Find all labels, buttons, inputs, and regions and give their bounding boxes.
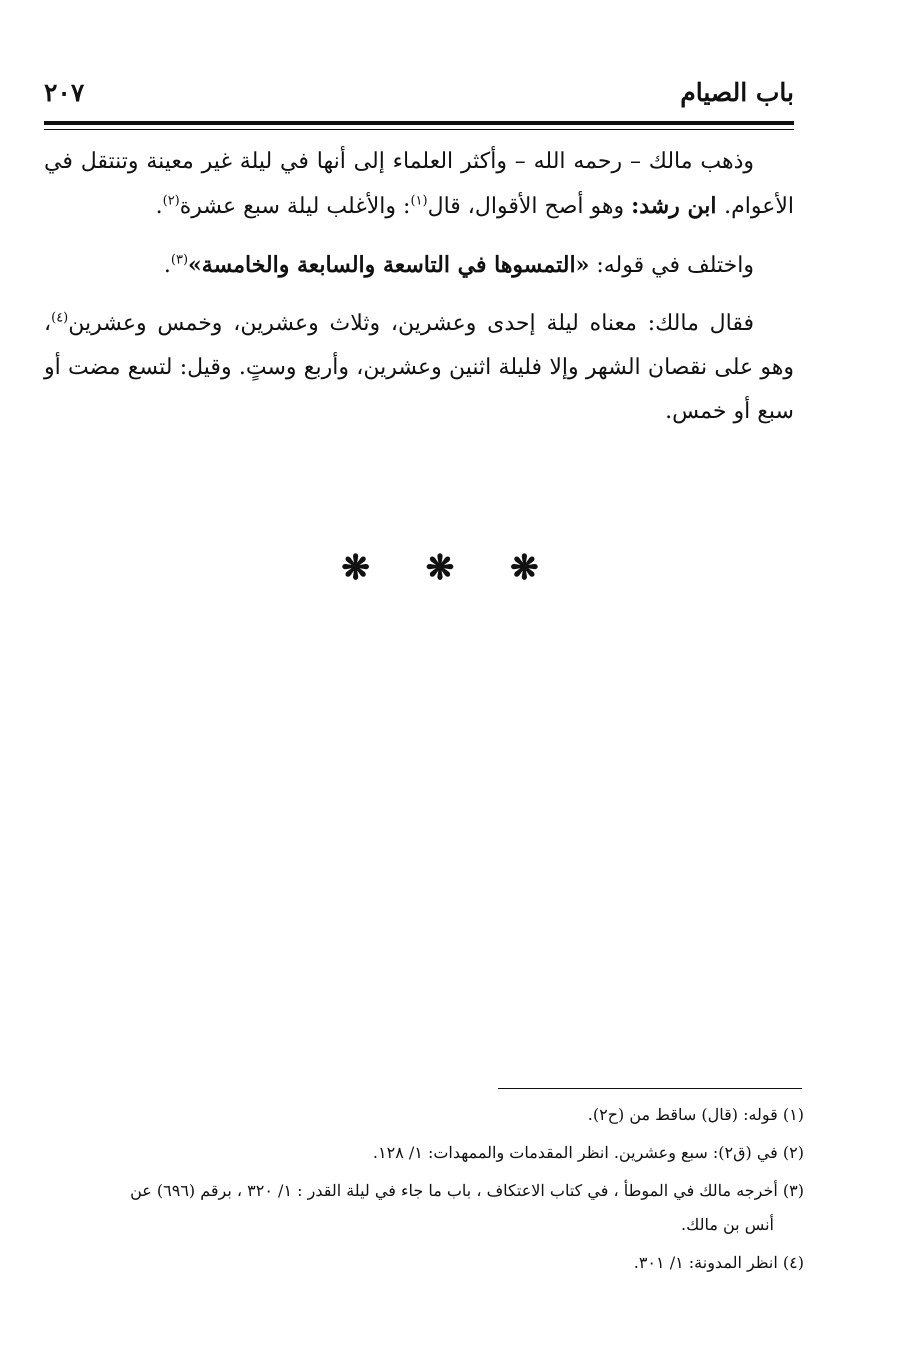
paragraph-1-part-a: وذهب مالك – رحمه الله – وأكثر العلماء إلى أنها في ليلة غير معينة وتنتقل في الأعوام. xyxy=(44,149,794,219)
paragraph-3-part-a: فقال مالك: معناه ليلة إحدى وعشرين، وثلاث وعشرين، وخمس وعشرين xyxy=(68,311,754,336)
paragraph-1-part-d: : والأغلب ليلة سبع عشرة xyxy=(179,194,411,219)
footnote-3-text: (٣) أخرجه مالك في الموطأ ، في كتاب الاعتكاف ، باب ما جاء في ليلة القدر : ١/ ٣٢٠ ، برقم (٦٩٦) عن xyxy=(130,1181,804,1200)
footnote-ref-4: (٤) xyxy=(51,310,69,326)
main-text xyxy=(44,140,794,448)
running-header xyxy=(44,78,794,118)
paragraph-3 xyxy=(44,302,794,434)
paragraph-3-part-b: ، وهو على نقصان الشهر وإلا فليلة اثنين وعشرين، وأربع وستٍ. وقيل: لتسع مضت أو سبع أو خمس. xyxy=(44,311,795,424)
footnote-3-continuation: أنس بن مالك. xyxy=(681,1215,774,1234)
footnote-2: (٢) في (ق٢): سبع وعشرين. انظر المقدمات والممهدات: ١/ ١٢٨. xyxy=(372,1143,804,1162)
footnote-3 xyxy=(44,1174,804,1242)
footnote-ref-1: (١) xyxy=(410,193,428,209)
section-divider-ornament: ❋ ❋ ❋ xyxy=(341,548,561,588)
paragraph-1-part-c: وهو أصح الأقوال، قال xyxy=(427,194,632,219)
header-rule-thin xyxy=(44,129,794,130)
footnote-separator xyxy=(498,1088,802,1089)
paragraph-2-intro: واختلف في قوله: xyxy=(589,253,754,278)
paragraph-2 xyxy=(44,243,794,288)
paragraph-1 xyxy=(44,140,794,229)
footnote-ref-3: (٣) xyxy=(170,252,189,268)
header-rule-thick xyxy=(44,121,794,125)
footnote-4: (٤) انظر المدونة: ١/ ٣٠١. xyxy=(633,1253,804,1272)
footnote-ref-2: (٢) xyxy=(162,193,180,209)
paragraph-2-end: . xyxy=(163,253,171,278)
chapter-title: باب الصيام xyxy=(680,78,794,107)
hadith-quote: «التمسوها في التاسعة والسابعة والخامسة» xyxy=(188,252,590,278)
paragraph-1-end: . xyxy=(155,194,163,219)
footnotes xyxy=(44,1098,804,1284)
footnote-1: (١) قوله: (قال) ساقط من (ح٢). xyxy=(587,1105,804,1124)
page-number: ٢٠٧ xyxy=(44,78,85,107)
ibn-rushd-label: ابن رشد: xyxy=(631,193,725,219)
